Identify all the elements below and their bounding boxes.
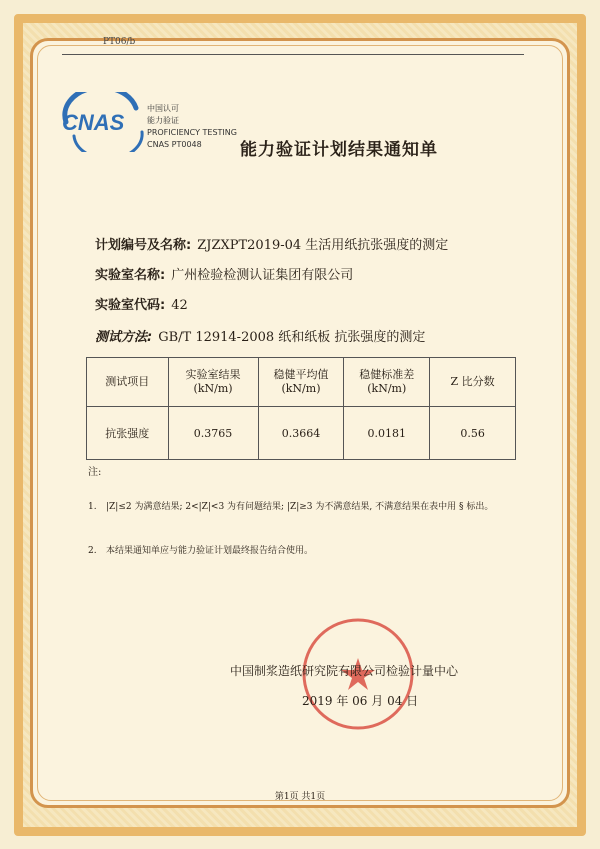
note-1: 1. |Z|≤2 为满意结果; 2<|Z|<3 为有问题结果; |Z|≥3 为不满意结果, 不满意结果在表中用 § 标出。 — [88, 502, 494, 512]
table-header-row — [87, 358, 516, 407]
issue-date: 2019 年 06 月 04 日 — [302, 694, 419, 708]
logo-en-text: PROFICIENCY TESTING — [147, 128, 237, 137]
notes-label: 注: — [88, 467, 102, 478]
lab-code-row — [95, 294, 188, 313]
logo-cn-line2: 能力验证 — [147, 116, 179, 125]
lab-name-value: 广州检验检测认证集团有限公司 — [171, 268, 354, 283]
plan-label: 计划编号及名称: — [95, 238, 192, 253]
cell-sd: 0.0181 — [344, 407, 430, 460]
method-row — [95, 326, 425, 345]
logo-number: CNAS PT0048 — [147, 140, 202, 149]
header-rule — [62, 54, 524, 55]
cell-item: 抗张强度 — [87, 407, 169, 460]
header-z-score: Z 比分数 — [430, 358, 516, 407]
lab-code-value: 42 — [171, 298, 188, 313]
cnas-logo-icon — [58, 92, 154, 152]
document-title: 能力验证计划结果通知单 — [240, 140, 438, 160]
lab-name-row — [95, 264, 353, 283]
table-row — [87, 407, 516, 460]
header-test-item: 测试项目 — [87, 358, 169, 407]
plan-row — [95, 234, 448, 253]
cell-result: 0.3765 — [168, 407, 258, 460]
logo-cn-line1: 中国认可 — [147, 104, 179, 113]
plan-value: ZJZXPT2019-04 生活用纸抗张强度的测定 — [197, 238, 449, 253]
lab-code-label: 实验室代码: — [95, 298, 166, 313]
cell-mean: 0.3664 — [258, 407, 344, 460]
header-robust-sd: 稳健标准差 (kN/m) — [344, 358, 430, 407]
form-code: PT06/b — [103, 37, 136, 47]
issuing-organization: 中国制浆造纸研究院有限公司检验计量中心 — [230, 664, 459, 678]
cell-z: 0.56 — [430, 407, 516, 460]
note-2: 2. 本结果通知单应与能力验证计划最终报告结合使用。 — [88, 546, 314, 556]
page-number: 第1页 共1页 — [274, 792, 326, 802]
header-lab-result: 实验室结果 (kN/m) — [168, 358, 258, 407]
method-label: 测试方法: — [95, 330, 153, 345]
lab-name-label: 实验室名称: — [95, 268, 166, 283]
method-value: GB/T 12914-2008 纸和纸板 抗张强度的测定 — [158, 330, 426, 345]
results-table — [86, 357, 516, 460]
logo-text: CNAS — [62, 110, 125, 135]
header-robust-mean: 稳健平均值 (kN/m) — [258, 358, 344, 407]
